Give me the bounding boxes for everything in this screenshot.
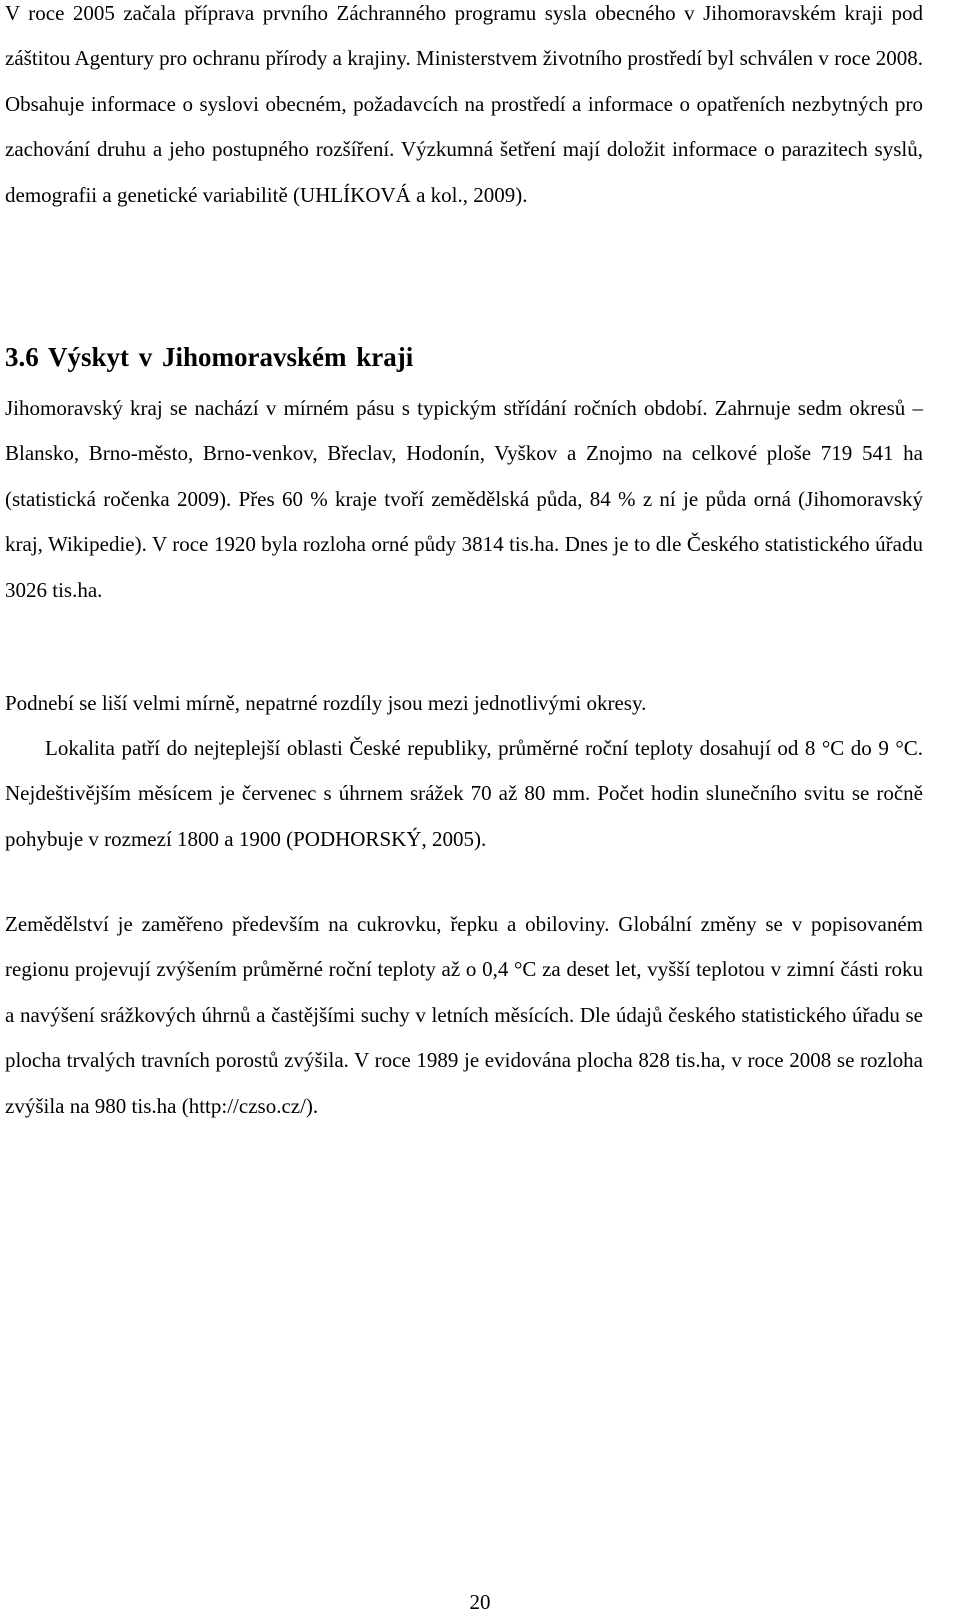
climate-paragraph: Podnebí se liší velmi mírně, nepatrné rozdíly jsou mezi jednotlivými okresy. xyxy=(5,691,647,715)
section-heading: 3.6 Výskyt v Jihomoravském kraji xyxy=(5,342,414,372)
locality-paragraph: Lokalita patří do nejteplejší oblasti České republiky, průměrné roční teploty dosahují od 8 °C do 9 °C. Nejdeštivějším měsícem je červenec s úhrnem srážek 70 až 80 mm. Počet hodin slunečního svitu se ročně pohybuje v rozmezí 1800 a 1900 (PODHORSKÝ, 2005). xyxy=(5,736,923,851)
page-number: 20 xyxy=(469,1590,491,1614)
region-paragraph: Jihomoravský kraj se nachází v mírném pásu s typickým střídání ročních období. Zahrnuje sedm okresů – Blansko, Brno-město, Brno-venkov, Břeclav, Hodonín, Vyškov a Znojmo na celkové ploše 719 541 ha (statistická ročenka 2009). Přes 60 % kraje tvoří zemědělská půda, 84 % z ní je půda orná (Jihomoravský kraj, Wikipedie). V roce 1920 byla rozloha orné půdy 3814 tis.ha. Dnes je to dle Českého statistického úřadu 3026 tis.ha. xyxy=(5,396,923,602)
intro-paragraph: V roce 2005 začala příprava prvního Záchranného programu sysla obecného v Jihomoravském kraji pod záštitou Agentury pro ochranu přírody a krajiny. Ministerstvem životního prostředí byl schválen v roce 2008. Obsahuje informace o syslovi obecném, požadavcích na prostředí a informace o opatřeních nezbytných pro zachování druhu a jeho postupného rozšíření. Výzkumná šetření mají doložit informace o parazitech syslů, demografii a genetické variabilitě (UHLÍKOVÁ a kol., 2009). xyxy=(5,1,923,207)
agriculture-paragraph: Zemědělství je zaměřeno především na cukrovku, řepku a obiloviny. Globální změny se v popisovaném regionu projevují zvýšením průměrné roční teploty až o 0,4 °C za deset let, vyšší teplotou v zimní části roku a navýšení srážkových úhrnů a častějšími suchy v letních měsících. Dle údajů českého statistického úřadu se plocha trvalých travních porostů zvýšila. V roce 1989 je evidována plocha 828 tis.ha, v roce 2008 se rozloha zvýšila na 980 tis.ha (http://czso.cz/). xyxy=(5,912,923,1118)
